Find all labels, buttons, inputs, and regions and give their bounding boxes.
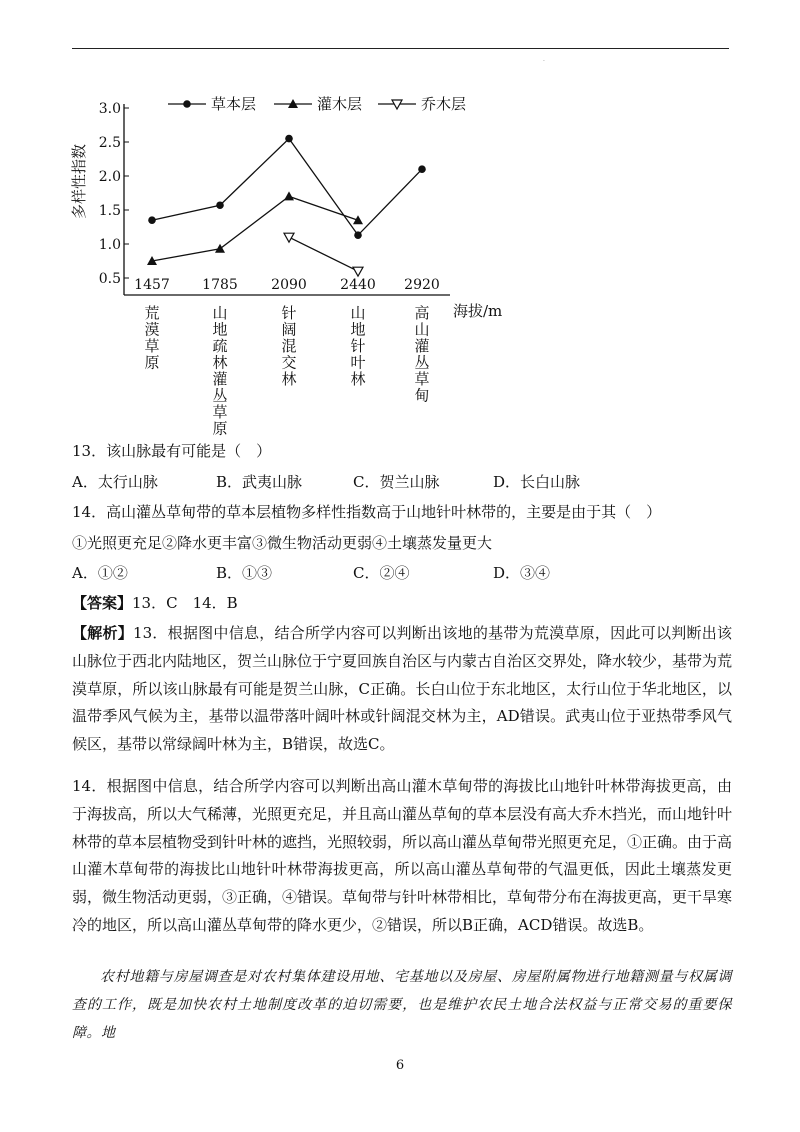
y-axis-label: 多样性指数 [70,143,88,220]
svg-text:丛: 丛 [414,353,430,372]
q13-option-a[interactable]: A．太行山脉 [72,473,158,491]
svg-text:混: 混 [281,337,297,355]
answer-label: 【答案】 [72,594,133,612]
scan-dot: · [543,58,545,65]
page-number: 6 [395,1058,405,1073]
q13-option-b[interactable]: B．武夷山脉 [216,473,303,491]
svg-text:山: 山 [212,304,228,322]
svg-text:林: 林 [281,370,297,388]
zone-label [212,304,227,438]
x-axis-label: 海拔/m [453,302,503,320]
analysis-13-text: 13．根据图中信息，结合所学内容可以判断出该地的基带为荒漠草原，因此可以判断出该山脉位于西北内陆地区，贺兰山脉位于宁夏回族自治区与内蒙古自治区交界处，降水较少，基带为荒漠草原，所以该山脉最有可能是贺兰山脉，C正确。长白山位于东北地区，太行山位于华北地区，以温带季风气候为主，基带以温带落叶阔叶林或针阔混交林为主，AD错误。武夷山位于亚热带季风气候区，基带以常绿阔叶林为主，B错误，故选C。 [72,624,733,754]
series-line-2 [289,237,358,271]
y-tick-label: 0.5 [98,271,121,287]
svg-text:山: 山 [350,304,366,322]
svg-text:灌: 灌 [212,370,228,388]
svg-text:草: 草 [144,337,160,355]
svg-text:甸: 甸 [414,386,430,405]
zone-label [414,304,429,405]
series-0-point [216,201,224,209]
svg-text:地: 地 [350,320,366,339]
series-2-point [284,233,294,242]
svg-text:原: 原 [212,419,228,438]
svg-text:荒: 荒 [144,304,160,322]
series-line-1 [152,196,358,261]
series-0-point [418,165,426,173]
header-rule [72,48,729,49]
series-1-point [284,191,294,200]
q14-option-b[interactable]: B．①③ [216,564,273,582]
q14-options [72,560,732,586]
answer-text: 13．C 14．B [132,594,238,612]
svg-text:阔: 阔 [281,320,297,339]
analysis-13 [72,620,732,759]
q14-option-d[interactable]: D．③④ [493,564,551,582]
q14-option-a[interactable]: A．①② [72,564,128,582]
svg-text:草: 草 [414,370,430,388]
svg-text:叶: 叶 [350,353,366,372]
zone-label [281,304,296,388]
svg-text:漠: 漠 [144,320,160,339]
legend-marker-0 [183,100,191,108]
legend-label-1: 灌木层 [317,95,363,113]
svg-text:交: 交 [281,353,297,372]
q14-choices: ①光照更充足②降水更丰富③微生物活动更弱④土壤蒸发量更大 [72,534,493,552]
x-category-label: 2920 [404,277,440,293]
svg-text:高: 高 [414,304,430,322]
svg-text:灌: 灌 [414,337,430,355]
y-tick-label: 2.0 [98,169,121,185]
q13-option-c[interactable]: C．贺兰山脉 [353,473,440,491]
analysis-14: 14．根据图中信息，结合所学内容可以判断出高山灌木草甸带的海拔比山地针叶林带海拔更高，由于海拔高，所以大气稀薄，光照更充足，并且高山灌丛草甸的草本层没有高大乔木挡光，而山地针叶林带的草本层植物受到针叶林的遮挡，光照较弱，所以高山灌丛草甸带光照更充足，①正确。由于高山灌木草甸带的海拔比山地针叶林带海拔更高，所以高山灌丛草甸带的气温更低，因此土壤蒸发更弱，微生物活动更弱，③正确，④错误。草甸带与针叶林带相比，草甸带分布在海拔更高，更干旱寒冷的地区，所以高山灌丛草甸带的降水更少，②错误，所以B正确，ACD错误。故选B。 [72,777,733,934]
series-0-point [285,135,293,143]
zone-label [144,304,159,372]
svg-text:林: 林 [212,353,228,372]
svg-text:山: 山 [414,320,430,339]
svg-text:原: 原 [144,353,160,372]
q14-stem: 14．高山灌丛草甸带的草本层植物多样性指数高于山地针叶林带的，主要是由于其（ ） [72,503,662,521]
q13-stem: 13．该山脉最有可能是（ ） [72,442,272,460]
answer-line [72,590,732,616]
x-category-label: 2440 [340,277,376,293]
y-tick-label: 1.0 [98,237,121,253]
series-1-point [353,215,363,224]
q14-option-c[interactable]: C．②④ [353,564,410,582]
svg-text:针: 针 [281,304,297,322]
svg-text:丛: 丛 [212,386,228,405]
y-tick-label: 3.0 [98,101,121,117]
zone-label [350,304,365,388]
svg-text:地: 地 [212,320,228,339]
q13-option-d[interactable]: D．长白山脉 [493,473,581,491]
svg-text:针: 针 [350,337,366,355]
altitude-diversity-chart [60,88,520,438]
legend-label-2: 乔木层 [421,95,467,113]
svg-text:草: 草 [212,403,228,421]
svg-text:疏: 疏 [212,337,228,355]
series-line-0 [152,139,422,236]
y-tick-label: 2.5 [98,135,121,151]
x-category-label: 1457 [134,277,170,293]
q13-options [72,469,732,495]
svg-text:林: 林 [350,370,366,388]
x-category-label: 2090 [271,277,307,293]
series-0-point [354,231,362,239]
series-0-point [148,216,156,224]
analysis-label: 【解析】 [72,624,134,642]
legend-label-0: 草本层 [211,95,257,113]
reading-passage: 农村地籍与房屋调查是对农村集体建设用地、宅基地以及房屋、房屋附属物进行地籍测量与权属调查的工作，既是加快农村土地制度改革的迫切需要，也是维护农民土地合法权益与正常交易的重要保障。地 [72,969,732,1041]
series-2-point [353,267,363,276]
x-category-label: 1785 [202,277,238,293]
series-1-point [215,244,225,253]
y-tick-label: 1.5 [98,203,121,219]
